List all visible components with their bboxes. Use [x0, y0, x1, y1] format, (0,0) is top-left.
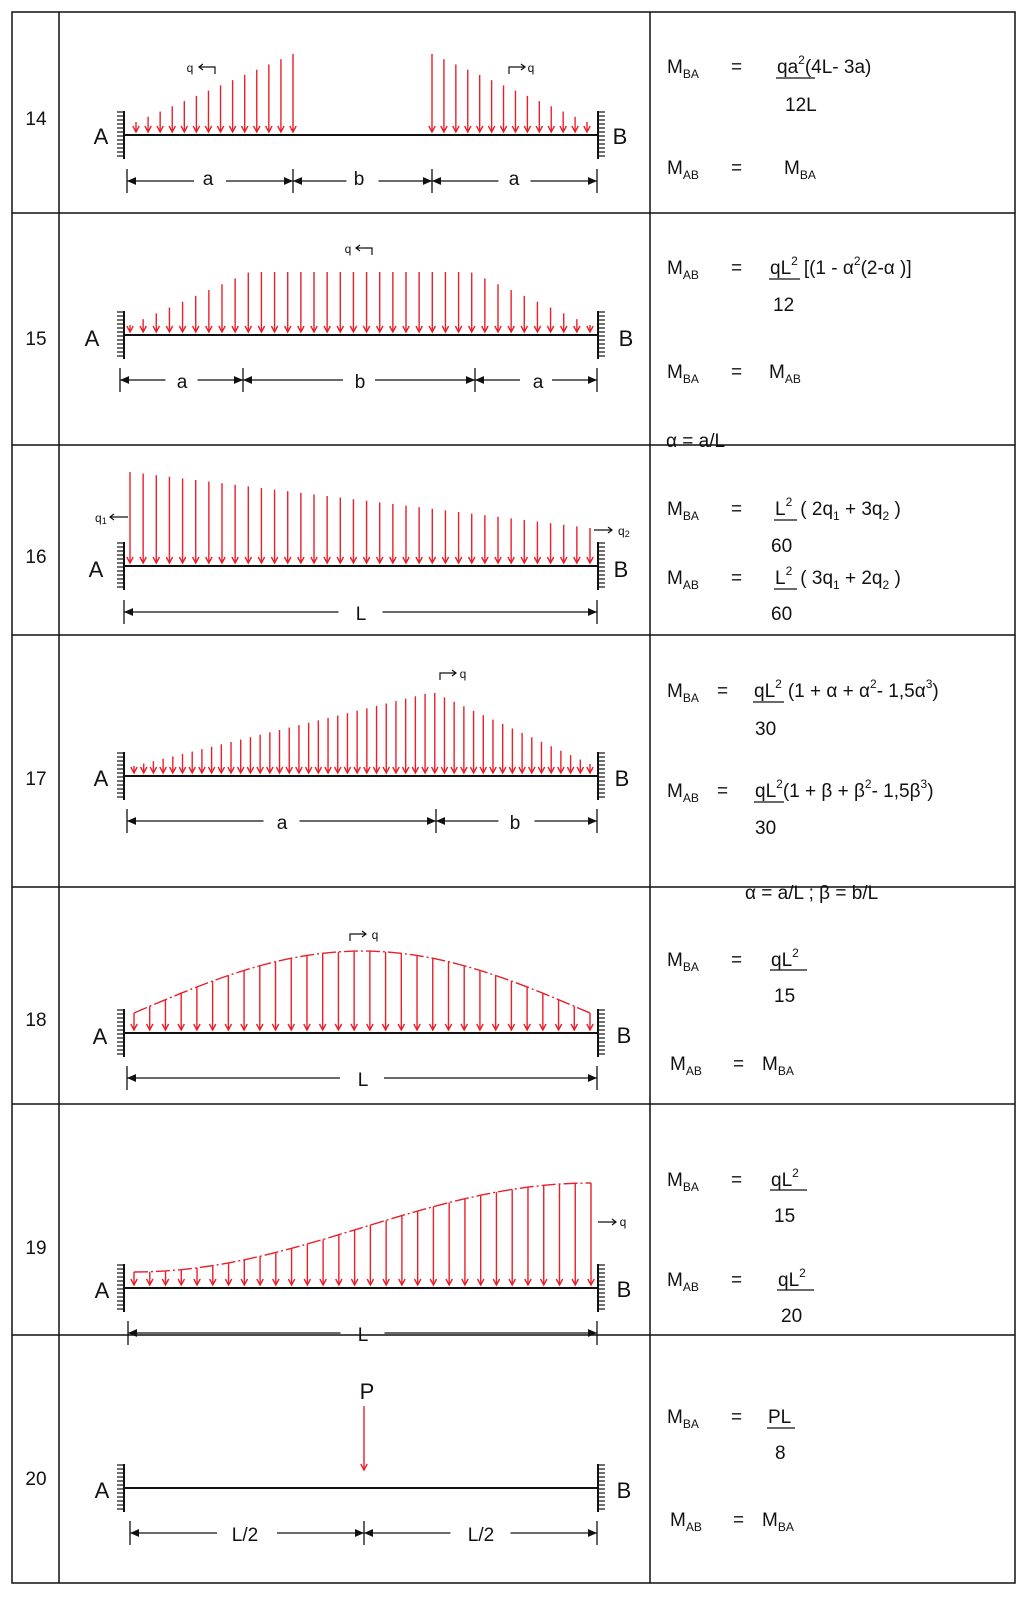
row-number: 19 [25, 1238, 47, 1259]
formula-line: 12L [785, 95, 817, 116]
load-label: q [619, 1215, 627, 1229]
formula-line: $M_{BA} = M_{AB}$ [667, 362, 801, 386]
dimension-label: b [354, 372, 366, 393]
load-label: q [186, 61, 194, 75]
dimension-label: b [509, 813, 521, 834]
dimension-label: a [276, 813, 288, 834]
load-label: q2 [618, 524, 630, 539]
support-label-b: B [614, 766, 630, 791]
support-label-b: B [618, 326, 634, 351]
support-label-b: B [616, 1277, 632, 1302]
support-label-b: B [616, 1478, 632, 1503]
formula-line: 60 [771, 604, 793, 625]
row-number: 20 [25, 1469, 47, 1490]
dimension-label: a [532, 372, 544, 393]
formula-line: $M_{BA} = qL^2$ ($1 + \alpha + \alpha^2-$ $1,5\alpha^3$) [667, 677, 939, 705]
support-label-b: B [613, 557, 629, 582]
load-label: q [527, 61, 535, 75]
dimension-label: a [202, 169, 214, 190]
formula-line: $M_{AB} = qL^2(1 + \beta + \beta^2-$ $1,5\beta^3$) [667, 777, 934, 805]
load-label: q [371, 928, 379, 942]
formula-line: 30 [755, 818, 777, 839]
formula-line: $M_{BA} = qL^2$ [667, 946, 799, 974]
formula-line: $M_{AB} = qL^2$ [($1 - \alpha^2(2-\alpha$ )] [667, 254, 912, 282]
formula-line: $M_{BA}$ = PL [667, 1407, 792, 1431]
formula-line: $M_{AB} = L^2$ ( $3q_1 + 2q_2$ ) [667, 564, 901, 592]
support-label-a: A [94, 1278, 110, 1303]
load-label: q [344, 242, 352, 256]
load-label: q1 [95, 511, 107, 526]
row-number: 15 [25, 329, 47, 350]
formula-line: $M_{AB} = M_{BA}$ [667, 158, 816, 182]
support-label-a: A [88, 557, 104, 582]
support-label-a: A [92, 1024, 108, 1049]
formula-line: $M_{BA} = qL^2$ [667, 1166, 799, 1194]
formula-line: $M_{AB} = qL^2$ [667, 1266, 806, 1294]
formula-line: 20 [781, 1306, 803, 1327]
formula-line: $M_{BA} = L^2$ ( $2q_1 + 3q_2$ ) [667, 495, 901, 523]
support-label-b: B [616, 1023, 632, 1048]
support-label-b: B [612, 124, 628, 149]
formula-line: α = a/L [666, 431, 726, 452]
dimension-label: L [357, 1325, 369, 1346]
row-number: 14 [25, 109, 47, 130]
formula-line: 60 [771, 536, 793, 557]
formula-line: α = a/L ; β = b/L [745, 883, 879, 904]
dimension-label: L/2 [467, 1525, 495, 1546]
formula-line: 12 [773, 295, 795, 316]
dimension-label: L/2 [231, 1525, 259, 1546]
row-number: 18 [25, 1010, 47, 1031]
dimension-label: a [176, 372, 188, 393]
load-label: q [459, 667, 467, 681]
formula-line: 30 [755, 719, 777, 740]
dimension-label: L [355, 604, 367, 625]
dimension-label: a [508, 169, 520, 190]
formula-line: $M_{AB} = M_{BA}$ [670, 1510, 794, 1534]
formula-line: 8 [775, 1443, 786, 1464]
formula-line: 15 [774, 1206, 796, 1227]
support-label-a: A [84, 326, 100, 351]
dimension-label: L [357, 1070, 369, 1091]
formula-line: 15 [774, 986, 796, 1007]
row-number: 16 [25, 547, 47, 568]
formula-line: $M_{AB} = M_{BA}$ [670, 1054, 794, 1078]
support-label-a: A [93, 124, 109, 149]
support-label-a: A [93, 766, 109, 791]
dimension-label: b [353, 169, 365, 190]
formula-line: $M_{BA} = qa^2(4L-$ 3a) [667, 53, 872, 81]
row-number: 17 [25, 769, 47, 790]
point-load-label: P [359, 1379, 375, 1404]
support-label-a: A [94, 1478, 110, 1503]
